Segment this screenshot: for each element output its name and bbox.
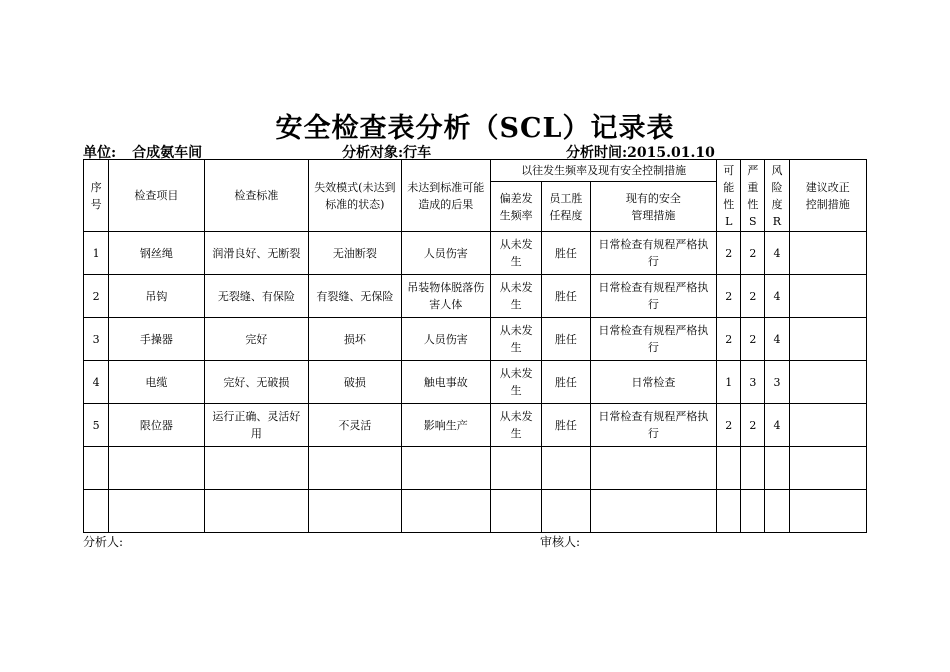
cell-S [741, 490, 765, 533]
cell-seq [84, 490, 109, 533]
cell-consequence: 触电事故 [401, 361, 490, 404]
cell-item [109, 490, 204, 533]
header-seq: 序号 [84, 160, 109, 232]
header-deviation: 偏差发生频率 [491, 182, 542, 232]
scl-table [83, 159, 867, 533]
cell-deviation: 从未发生 [491, 404, 542, 447]
cell-R: 4 [765, 318, 789, 361]
cell-consequence [401, 447, 490, 490]
header-severity: 严重性S [741, 160, 765, 232]
cell-L: 2 [717, 404, 741, 447]
cell-S: 2 [741, 318, 765, 361]
cell-advice [789, 404, 867, 447]
cell-advice [789, 447, 867, 490]
cell-L: 2 [717, 318, 741, 361]
table-row [84, 318, 867, 361]
cell-advice [789, 275, 867, 318]
header-risk: 风险度R [765, 160, 789, 232]
cell-advice [789, 318, 867, 361]
cell-L: 2 [717, 232, 741, 275]
table-row [84, 275, 867, 318]
cell-S: 3 [741, 361, 765, 404]
cell-staff: 胜任 [542, 275, 590, 318]
cell-item: 限位器 [109, 404, 204, 447]
cell-measures: 日常检查 [590, 361, 717, 404]
cell-standard: 无裂缝、有保险 [204, 275, 309, 318]
cell-R [765, 447, 789, 490]
cell-standard: 润滑良好、无断裂 [204, 232, 309, 275]
cell-advice [789, 361, 867, 404]
header-failure: 失效模式(未达到标准的状态) [309, 160, 401, 232]
cell-seq: 3 [84, 318, 109, 361]
cell-L [717, 447, 741, 490]
cell-failure [309, 490, 401, 533]
cell-measures: 日常检查有规程严格执行 [590, 404, 717, 447]
cell-S [741, 447, 765, 490]
analyst-label: 分析人: [83, 535, 124, 549]
table-row [84, 361, 867, 404]
cell-consequence: 吊装物体脱落伤害人体 [401, 275, 490, 318]
cell-R [765, 490, 789, 533]
cell-measures: 日常检查有规程严格执行 [590, 275, 717, 318]
header-advice: 建议改正控制措施 [789, 160, 867, 232]
object-label: 分析对象: [342, 145, 404, 161]
cell-advice [789, 232, 867, 275]
object-value: 行车 [403, 145, 432, 161]
time-value: 2015.01.10 [627, 145, 715, 161]
cell-S: 2 [741, 232, 765, 275]
cell-S: 2 [741, 404, 765, 447]
cell-failure [309, 447, 401, 490]
cell-advice [789, 490, 867, 533]
time-label: 分析时间: [566, 145, 628, 161]
table-row [84, 404, 867, 447]
cell-R: 3 [765, 361, 789, 404]
cell-failure: 不灵活 [309, 404, 401, 447]
cell-failure: 破损 [309, 361, 401, 404]
cell-L: 1 [717, 361, 741, 404]
cell-deviation: 从未发生 [491, 318, 542, 361]
cell-staff: 胜任 [542, 232, 590, 275]
cell-standard [204, 447, 309, 490]
header-consequence: 未达到标准可能造成的后果 [401, 160, 490, 232]
cell-measures [590, 447, 717, 490]
cell-deviation [491, 447, 542, 490]
cell-staff: 胜任 [542, 404, 590, 447]
cell-failure: 损坏 [309, 318, 401, 361]
page-title: 安全检查表分析（SCL）记录表 [275, 113, 675, 144]
cell-seq [84, 447, 109, 490]
cell-item [109, 447, 204, 490]
cell-consequence: 人员伤害 [401, 318, 490, 361]
cell-measures: 日常检查有规程严格执行 [590, 318, 717, 361]
cell-S: 2 [741, 275, 765, 318]
cell-deviation [491, 490, 542, 533]
cell-seq: 2 [84, 275, 109, 318]
unit-label: 单位: [83, 145, 117, 161]
cell-measures: 日常检查有规程严格执行 [590, 232, 717, 275]
cell-failure: 有裂缝、无保险 [309, 275, 401, 318]
cell-item: 电缆 [109, 361, 204, 404]
cell-seq: 1 [84, 232, 109, 275]
cell-deviation: 从未发生 [491, 361, 542, 404]
cell-staff: 胜任 [542, 318, 590, 361]
header-standard: 检查标准 [204, 160, 309, 232]
cell-standard: 完好、无破损 [204, 361, 309, 404]
cell-standard: 运行正确、灵活好用 [204, 404, 309, 447]
cell-failure: 无油断裂 [309, 232, 401, 275]
cell-consequence: 人员伤害 [401, 232, 490, 275]
reviewer-label: 审核人: [540, 535, 581, 549]
cell-R: 4 [765, 232, 789, 275]
unit-value: 合成氨车间 [132, 145, 203, 161]
cell-R: 4 [765, 404, 789, 447]
cell-standard [204, 490, 309, 533]
cell-measures [590, 490, 717, 533]
table-row [84, 490, 867, 533]
cell-R: 4 [765, 275, 789, 318]
table-row [84, 232, 867, 275]
cell-item: 手操器 [109, 318, 204, 361]
header-frequency-group: 以往发生频率及现有安全控制措施 [491, 160, 717, 182]
cell-consequence: 影响生产 [401, 404, 490, 447]
header-row-1 [84, 160, 867, 182]
header-measures: 现有的安全管理措施 [590, 182, 717, 232]
cell-staff: 胜任 [542, 361, 590, 404]
cell-item: 吊钩 [109, 275, 204, 318]
cell-staff [542, 490, 590, 533]
cell-L: 2 [717, 275, 741, 318]
cell-seq: 5 [84, 404, 109, 447]
cell-deviation: 从未发生 [491, 275, 542, 318]
cell-seq: 4 [84, 361, 109, 404]
cell-staff [542, 447, 590, 490]
cell-L [717, 490, 741, 533]
header-likelihood: 可能性L [717, 160, 741, 232]
header-item: 检查项目 [109, 160, 204, 232]
table-row [84, 447, 867, 490]
cell-standard: 完好 [204, 318, 309, 361]
cell-item: 钢丝绳 [109, 232, 204, 275]
header-staff: 员工胜任程度 [542, 182, 590, 232]
cell-consequence [401, 490, 490, 533]
cell-deviation: 从未发生 [491, 232, 542, 275]
